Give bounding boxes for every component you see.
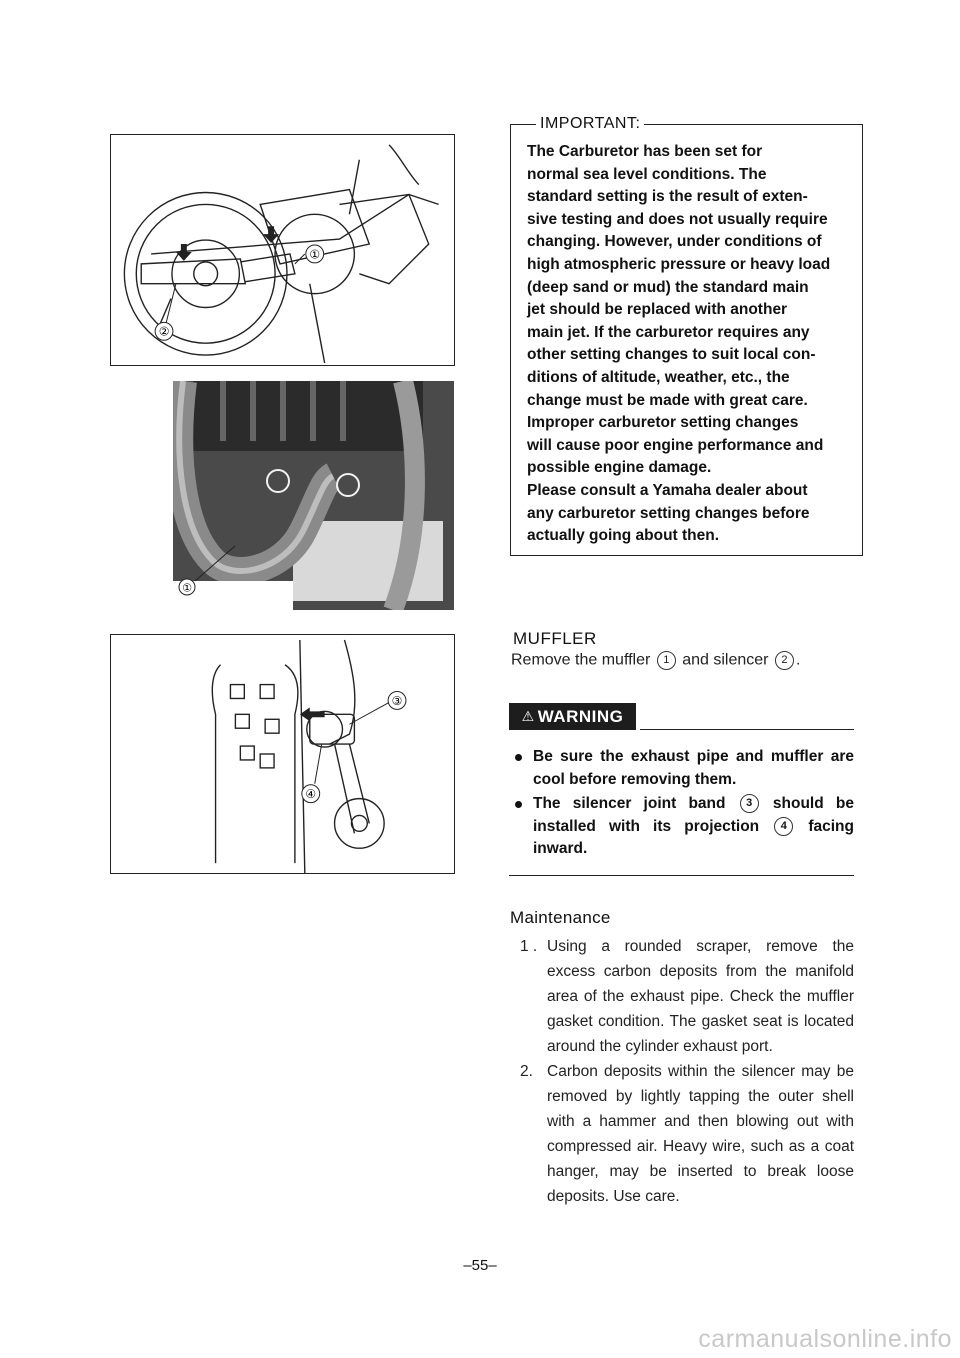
important-line: Please consult a Yamaha dealer about (527, 481, 808, 499)
warning-item (512, 746, 854, 791)
important-line: high atmospheric pressure or heavy load (527, 255, 831, 273)
important-line: possible engine damage. (527, 459, 712, 477)
important-line: The Carburetor has been set for (527, 143, 763, 160)
important-notice (510, 115, 863, 556)
warning-item-text: Be sure the exhaust pipe and muffler are cool before removing them. (533, 748, 854, 788)
warning-rule-bottom (509, 875, 854, 876)
page-number: –55– (463, 1257, 497, 1274)
warning-item-text-c: facing inward. (533, 817, 854, 857)
important-line: other setting changes to suit local con- (527, 346, 816, 364)
muffler-text-b: and silencer (682, 651, 769, 669)
important-line: change must be made with great care. (527, 391, 808, 409)
ref-4: 4 (774, 817, 793, 836)
important-line: ditions of altitude, weather, etc., the (527, 368, 790, 386)
maintenance-heading: Maintenance (510, 908, 611, 927)
watermark: carmanualsonline.info (698, 1325, 952, 1353)
muffler-heading: MUFFLER (513, 629, 597, 648)
exhaust-photo (173, 381, 454, 610)
callout-4: ④ (305, 787, 317, 802)
muffler-text-c: . (795, 651, 801, 669)
photo-exhaust-pipe (173, 381, 454, 610)
callout-3: ③ (391, 693, 403, 708)
important-line: Improper carburetor setting changes (527, 414, 799, 432)
warning-label: WARNING (537, 706, 624, 726)
warning-item (512, 793, 854, 861)
silencer-illustration (111, 635, 454, 873)
important-line: (deep sand or mud) the standard main (527, 278, 809, 296)
callout-1: ① (182, 581, 192, 595)
maintenance-steps (520, 934, 854, 1209)
important-line: sive testing and does not usually require (527, 210, 828, 228)
warning-item-text-a: The silencer joint band (533, 795, 726, 812)
important-line: jet should be replaced with another (527, 301, 788, 319)
important-line: will cause poor engine performance and (527, 436, 824, 454)
warning-rule-top (640, 729, 854, 730)
step-number: 1 . (520, 938, 538, 955)
important-line: standard setting is the result of exten- (527, 188, 808, 206)
callout-2: ② (158, 324, 170, 339)
warning-triangle-icon: ⚠ (521, 708, 535, 724)
step-text: Using a rounded scraper, remove the excess carbon deposits from the manifold area of the exhaust pipe. Check the muffler gasket condition. The gasket seat is located around the cylinder exhaust port. (547, 938, 854, 1055)
important-line: any carburetor setting changes before (527, 504, 810, 522)
step-text: Carbon deposits within the silencer may be removed by lightly tapping the outer shell with a hammer and then blowing out with compressed air. Heavy wire, such as a coat hanger, may be inserted to break loose deposits. Use care. (547, 1063, 854, 1205)
warning-item-text-b: should be installed with its projection (533, 795, 854, 835)
important-line: main jet. If the carburetor requires any (527, 323, 810, 341)
maintenance-step (520, 934, 854, 1059)
figure-silencer-band (110, 634, 455, 874)
step-number: 2. (520, 1063, 533, 1080)
important-line: changing. However, under conditions of (527, 233, 822, 251)
important-line: normal sea level conditions. The (527, 165, 767, 183)
important-label: IMPORTANT: (536, 115, 644, 133)
muffler-instruction (511, 651, 800, 670)
important-text (527, 141, 852, 548)
warning-list (512, 746, 854, 863)
ref-1: 1 (657, 651, 676, 670)
figure-muffler-removal (110, 134, 455, 366)
maintenance-step (520, 1059, 854, 1209)
important-line: actually going about then. (527, 527, 720, 545)
callout-1: ① (309, 247, 321, 262)
muffler-illustration (111, 135, 454, 365)
muffler-text-a: Remove the muffler (511, 651, 651, 669)
ref-2: 2 (775, 651, 794, 670)
ref-3: 3 (740, 794, 759, 813)
warning-badge (509, 703, 636, 730)
